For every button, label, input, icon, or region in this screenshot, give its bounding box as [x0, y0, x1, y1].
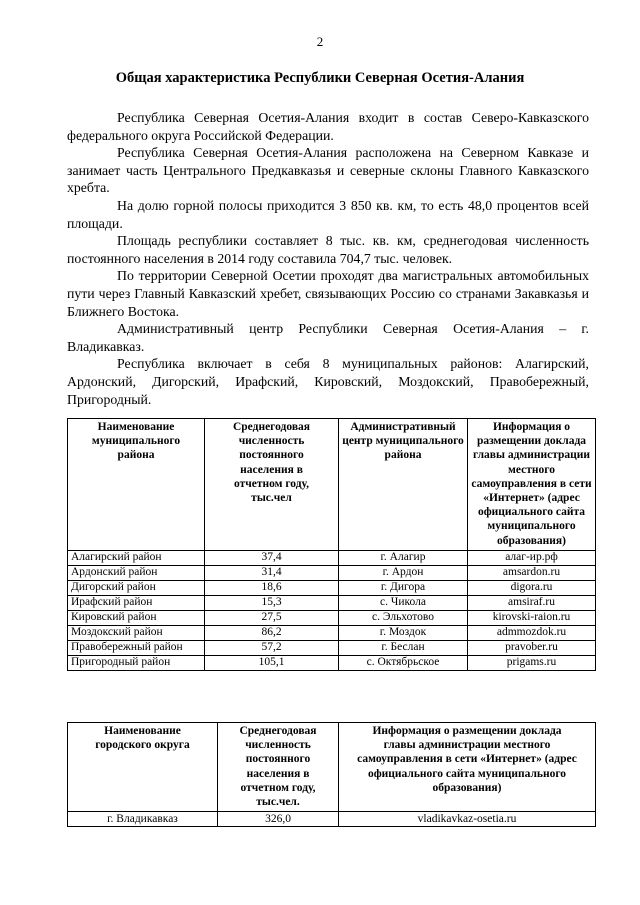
districts-table [67, 418, 596, 671]
district-name: Кировский район [68, 610, 205, 625]
population: 326,0 [218, 812, 339, 827]
admin-center: г. Дигора [339, 580, 468, 595]
admin-center: г. Ардон [339, 565, 468, 580]
population: 18,6 [205, 580, 339, 595]
table-header-row [68, 419, 596, 551]
website-link[interactable]: алаг-ир.рф [468, 550, 596, 565]
district-name: Моздокский район [68, 625, 205, 640]
district-name: Правобережный район [68, 640, 205, 655]
table-header-row [68, 723, 596, 812]
table-row [68, 812, 596, 827]
admin-center: с. Октябрьское [339, 655, 468, 670]
admin-center: с. Эльхотово [339, 610, 468, 625]
header-population: Среднегодовая численность постоянного населения в отчетном году, тыс.чел. [218, 723, 339, 812]
table-row [68, 595, 596, 610]
admin-center: г. Моздок [339, 625, 468, 640]
population: 57,2 [205, 640, 339, 655]
table-row [68, 625, 596, 640]
admin-center: г. Беслан [339, 640, 468, 655]
paragraph: Республика включает в себя 8 муниципальных районов: Алагирский, Ардонский, Дигорский, Ирафский, Кировский, Моздокский, Правобережный, Пригородный. [67, 356, 589, 407]
header-district-name: Наименование муниципального района [68, 419, 205, 551]
website-link[interactable]: pravober.ru [468, 640, 596, 655]
website-link[interactable]: amsiraf.ru [468, 595, 596, 610]
population: 31,4 [205, 565, 339, 580]
table-row [68, 580, 596, 595]
paragraph: Площадь республики составляет 8 тыс. кв. км, среднегодовая численность постоянного населения в 2014 году составила 704,7 тыс. человек. [67, 233, 589, 266]
page-number: 2 [316, 34, 324, 49]
admin-center: с. Чикола [339, 595, 468, 610]
body-text [67, 109, 589, 408]
district-name: Ирафский район [68, 595, 205, 610]
website-link[interactable]: prigams.ru [468, 655, 596, 670]
header-admin-center: Административный центр муниципального района [339, 419, 468, 551]
population: 37,4 [205, 550, 339, 565]
admin-center: г. Алагир [339, 550, 468, 565]
header-internet-info: Информация о размещении доклада главы администрации местного самоуправления в сети «Интернет» (адрес официального сайта муниципального образования) [339, 723, 596, 812]
website-link[interactable]: kirovski-raion.ru [468, 610, 596, 625]
urban-district-table [67, 722, 596, 827]
website-link[interactable]: admmozdok.ru [468, 625, 596, 640]
table-row [68, 610, 596, 625]
paragraph: Административный центр Республики Северная Осетия-Алания – г. Владикавказ. [67, 321, 589, 354]
website-link[interactable]: vladikavkaz-osetia.ru [339, 812, 596, 827]
population: 27,5 [205, 610, 339, 625]
paragraph: На долю горной полосы приходится 3 850 кв. км, то есть 48,0 процентов всей площади. [67, 197, 589, 231]
header-internet-info: Информация о размещении доклада главы администрации местного самоуправления в сети «Интернет» (адрес официального сайта муниципального образования) [468, 419, 596, 551]
table-row [68, 550, 596, 565]
district-name: Алагирский район [68, 550, 205, 565]
page-title: Общая характеристика Республики Северная Осетия-Алания [115, 70, 525, 86]
urban-district-name: г. Владикавказ [68, 812, 218, 827]
table-row [68, 655, 596, 670]
paragraph: Республика Северная Осетия-Алания входит в состав Северо-Кавказского федерального округа Российской Федерации. [67, 110, 589, 143]
website-link[interactable]: amsardon.ru [468, 565, 596, 580]
header-urban-district-name: Наименование городского округа [68, 723, 218, 812]
header-population: Среднегодовая численность постоянного населения в отчетном году, тыс.чел [205, 419, 339, 551]
paragraph: По территории Северной Осетии проходят два магистральных автомобильных пути через Главный Кавказский хребет, связывающих Россию со странами Закавказья и Ближнего Востока. [67, 268, 589, 319]
district-name: Ардонский район [68, 565, 205, 580]
district-name: Пригородный район [68, 655, 205, 670]
population: 86,2 [205, 625, 339, 640]
population: 105,1 [205, 655, 339, 670]
website-link[interactable]: digora.ru [468, 580, 596, 595]
paragraph: Республика Северная Осетия-Алания расположена на Северном Кавказе и занимает часть Центрального Предкавказья и северные склоны Главного Кавказского хребта. [67, 145, 589, 196]
district-name: Дигорский район [68, 580, 205, 595]
population: 15,3 [205, 595, 339, 610]
table-row [68, 565, 596, 580]
table-row [68, 640, 596, 655]
